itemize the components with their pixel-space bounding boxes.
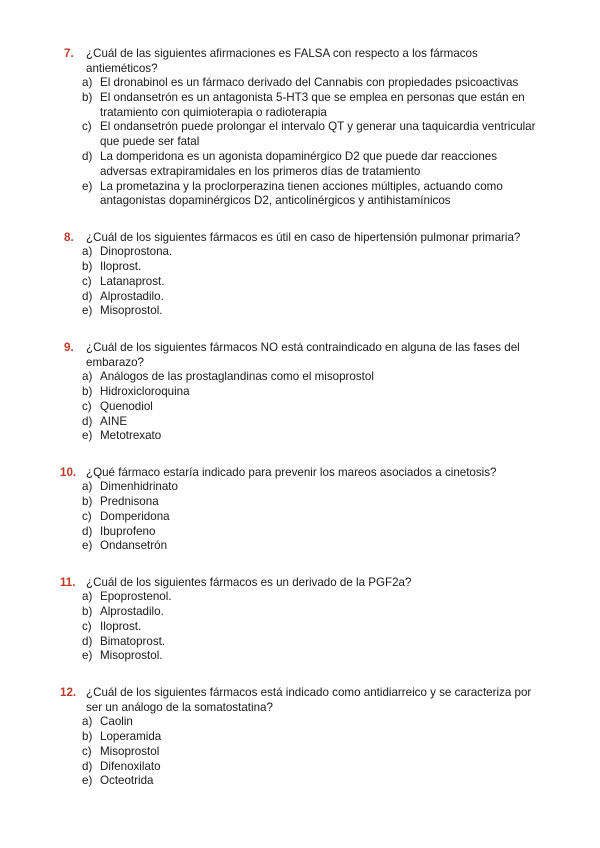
option-letter: a) xyxy=(82,480,93,494)
option-text: La prometazina y la proclorperazina tienen acciones múltiples, actuando como antagonistas dopaminérgicos D2, anticolinérgicos y antihistamínicos xyxy=(100,179,503,208)
option-letter: e) xyxy=(82,429,93,443)
option-c xyxy=(0,620,600,635)
option-letter: c) xyxy=(82,619,92,633)
option-text: Ondansetrón xyxy=(100,539,168,553)
option-letter: a) xyxy=(82,590,93,604)
question-number: 12. xyxy=(60,686,77,700)
option-e xyxy=(0,429,600,444)
option-letter: b) xyxy=(82,259,93,273)
option-letter: c) xyxy=(82,120,92,134)
option-a xyxy=(0,245,600,260)
option-a xyxy=(0,76,600,91)
option-c xyxy=(0,510,600,525)
option-b xyxy=(0,605,600,620)
option-letter: b) xyxy=(82,729,93,743)
option-b xyxy=(0,730,600,745)
option-letter: a) xyxy=(82,245,93,259)
option-text: Hidroxicloroquina xyxy=(100,384,190,398)
option-list xyxy=(0,480,600,554)
option-e xyxy=(0,774,600,789)
option-text: Iloprost. xyxy=(100,259,142,273)
option-c xyxy=(0,400,600,415)
option-letter: d) xyxy=(82,289,93,303)
question-text: ¿Cuál de las siguientes afirmaciones es FALSA con respecto a los fármacos antieméticos? xyxy=(86,47,478,75)
question-header xyxy=(0,230,600,245)
option-text: El ondansetrón es un antagonista 5-HT3 que se emplea en personas que están en tratamiento con quimioterapia o radioterapia xyxy=(100,90,525,119)
option-text: Prednisona xyxy=(100,494,159,508)
question-text: ¿Qué fármaco estaría indicado para prevenir los mareos asociados a cinetosis? xyxy=(86,466,497,480)
option-text: Misoprostol. xyxy=(100,649,163,663)
option-text: Ibuprofeno xyxy=(100,524,156,538)
option-a xyxy=(0,480,600,495)
option-c xyxy=(0,275,600,290)
option-a xyxy=(0,370,600,385)
option-text: Octeotrida xyxy=(100,774,154,788)
option-letter: d) xyxy=(82,524,93,538)
option-letter: d) xyxy=(82,149,93,163)
question-text: ¿Cuál de los siguientes fármacos es un derivado de la PGF2a? xyxy=(86,576,412,590)
option-text: La domperidona es un agonista dopaminérgico D2 que puede dar reacciones adversas extrapiramidales en los primeros días de tratamiento xyxy=(100,149,498,178)
option-text: Iloprost. xyxy=(100,619,142,633)
question-number: 7. xyxy=(64,47,74,60)
option-text: Difenoxilato xyxy=(100,759,161,773)
option-letter: d) xyxy=(82,759,93,773)
option-text: El dronabinol es un fármaco derivado del Cannabis con propiedades psicoactivas xyxy=(100,76,519,89)
question-header xyxy=(0,465,600,480)
option-a xyxy=(0,590,600,605)
option-letter: e) xyxy=(82,539,93,553)
option-c xyxy=(0,120,600,150)
question-header xyxy=(0,685,600,715)
question-11 xyxy=(0,575,600,664)
option-letter: d) xyxy=(82,414,93,428)
option-letter: e) xyxy=(82,304,93,318)
option-list xyxy=(0,245,600,319)
option-d xyxy=(0,290,600,305)
option-b xyxy=(0,91,600,121)
option-letter: e) xyxy=(82,179,93,193)
option-letter: b) xyxy=(82,90,93,104)
option-letter: a) xyxy=(82,715,93,729)
option-letter: a) xyxy=(82,370,93,384)
question-text: ¿Cuál de los siguientes fármacos es útil en caso de hipertensión pulmonar primaria? xyxy=(86,231,521,245)
option-text: Domperidona xyxy=(100,509,170,523)
option-letter: a) xyxy=(82,76,93,89)
question-header xyxy=(0,46,600,76)
option-letter: b) xyxy=(82,384,93,398)
option-d xyxy=(0,760,600,775)
option-d xyxy=(0,635,600,650)
option-letter: c) xyxy=(82,399,92,413)
option-text: Dimenhidrinato xyxy=(100,480,178,494)
option-list xyxy=(0,590,600,664)
option-text: Caolin xyxy=(100,715,133,729)
question-number: 9. xyxy=(64,341,74,355)
question-header xyxy=(0,575,600,590)
question-text: ¿Cuál de los siguientes fármacos NO está contraindicado en alguna de las fases del embarazo? xyxy=(86,341,520,370)
option-text: Latanaprost. xyxy=(100,274,165,288)
option-d xyxy=(0,525,600,540)
option-letter: e) xyxy=(82,774,93,788)
option-text: El ondansetrón puede prolongar el intervalo QT y generar una taquicardia ventricular que puede ser fatal xyxy=(100,120,536,149)
option-b xyxy=(0,260,600,275)
question-header xyxy=(0,340,600,370)
question-text: ¿Cuál de los siguientes fármacos está indicado como antidiarreico y se caracteriza por ser un análogo de la somatostatina? xyxy=(86,686,532,715)
option-text: Misoprostol xyxy=(100,744,160,758)
option-text: Alprostadilo. xyxy=(100,604,164,618)
option-letter: b) xyxy=(82,494,93,508)
option-text: Quenodiol xyxy=(100,399,153,413)
option-list xyxy=(0,715,600,789)
option-e xyxy=(0,304,600,319)
question-7 xyxy=(0,46,600,209)
question-12 xyxy=(0,685,600,789)
option-letter: b) xyxy=(82,604,93,618)
option-letter: e) xyxy=(82,649,93,663)
option-letter: c) xyxy=(82,744,92,758)
option-e xyxy=(0,539,600,554)
question-number: 10. xyxy=(60,466,77,480)
option-e xyxy=(0,649,600,664)
option-c xyxy=(0,745,600,760)
option-text: Metotrexato xyxy=(100,429,162,443)
question-9 xyxy=(0,340,600,444)
option-e xyxy=(0,180,600,210)
option-text: Loperamida xyxy=(100,729,162,743)
option-text: Dinoprostona. xyxy=(100,245,173,259)
option-text: Misoprostol. xyxy=(100,304,163,318)
option-a xyxy=(0,715,600,730)
document-page xyxy=(0,46,600,810)
option-text: Epoprostenol. xyxy=(100,590,172,604)
option-b xyxy=(0,385,600,400)
question-10 xyxy=(0,465,600,554)
option-text: AINE xyxy=(100,414,128,428)
option-letter: c) xyxy=(82,509,92,523)
question-number: 8. xyxy=(64,231,74,245)
option-letter: c) xyxy=(82,274,92,288)
question-number: 11. xyxy=(60,576,76,590)
option-b xyxy=(0,495,600,510)
option-list xyxy=(0,76,600,209)
option-text: Bimatoprost. xyxy=(100,634,166,648)
option-text: Análogos de las prostaglandinas como el misoprostol xyxy=(100,370,374,384)
option-d xyxy=(0,415,600,430)
option-list xyxy=(0,370,600,444)
option-d xyxy=(0,150,600,180)
option-letter: d) xyxy=(82,634,93,648)
question-8 xyxy=(0,230,600,319)
option-text: Alprostadilo. xyxy=(100,289,164,303)
